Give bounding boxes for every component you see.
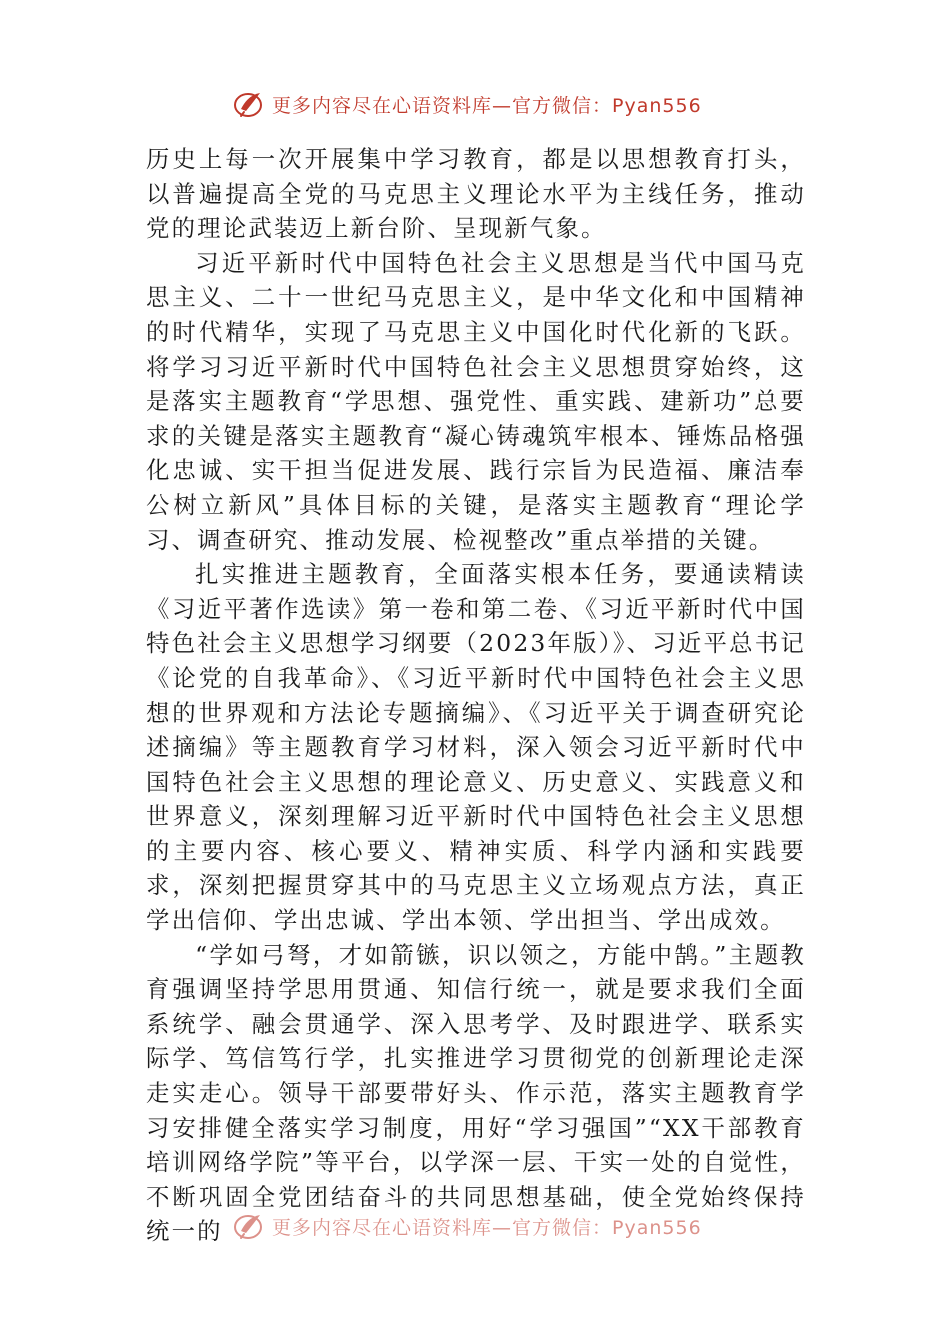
paragraph-3: 扎实推进主题教育，全面落实根本任务，要通读精读《习近平著作选读》第一卷和第二卷、《习近平新时代中国特色社会主义思想学习纲要（2023年版）》、习近平总书记《论党的自我革命》、《习近平新时代中国特色社会主义思想的世界观和方法论专题摘编》、《习近平关于调查研究论述摘编》等主题教育学习材料，深入领会习近平新时代中国特色社会主义思想的理论意义、历史意义、实践意义和世界意义，深刻理解习近平新时代中国特色社会主义思想的主要内容、核心要义、精神实质、科学内涵和实践要求，深刻把握贯穿其中的马克思主义立场观点方法，真正学出信仰、学出忠诚、学出本领、学出担当、学出成效。: [146, 560, 806, 935]
pen-logo-icon: [232, 1209, 266, 1243]
paragraph-1: 历史上每一次开展集中学习教育，都是以思想教育打头，以普遍提高全党的马克思主义理论水平为主线任务，推动党的理论武装迈上新台阶、呈现新气象。: [146, 145, 806, 243]
watermark-footer-text: 更多内容尽在心语资料库—官方微信：Pyan556: [272, 1216, 702, 1239]
paragraph-2: 习近平新时代中国特色社会主义思想是当代中国马克思主义、二十一世纪马克思主义，是中华文化和中国精神的时代精华，实现了马克思主义中国化时代化新的飞跃。将学习习近平新时代中国特色社会主义思想贯穿始终，这是落实主题教育“学思想、强党性、重实践、建新功”总要求的关键是落实主题教育“凝心铸魂筑牢根本、锤炼品格强化忠诚、实干担当促进发展、践行宗旨为民造福、廉洁奉公树立新风”具体目标的关键，是落实主题教育“理论学习、调查研究、推动发展、检视整改”重点举措的关键。: [146, 248, 806, 554]
watermark-header-text: 更多内容尽在心语资料库—官方微信：Pyan556: [272, 94, 702, 117]
watermark-header: [232, 84, 702, 124]
paragraph-4: “学如弓弩，才如箭镞，识以领之，方能中鹄。”主题教育强调坚持学思用贯通、知信行统一，就是要求我们全面系统学、融会贯通学、深入思考学、及时跟进学、联系实际学、笃信笃行学，扎实推进学习贯彻党的创新理论走深走实走心。领导干部要带好头、作示范，落实主题教育学习安排健全落实学习制度，用好“学习强国”“XX干部教育培训网络学院”等平台，以学深一层、干实一处的自觉性，不断巩固全党团结奋斗的共同思想基础，使全党始终保持统一的: [146, 940, 806, 1246]
pen-logo-icon: [232, 87, 266, 121]
watermark-footer: [232, 1206, 702, 1246]
